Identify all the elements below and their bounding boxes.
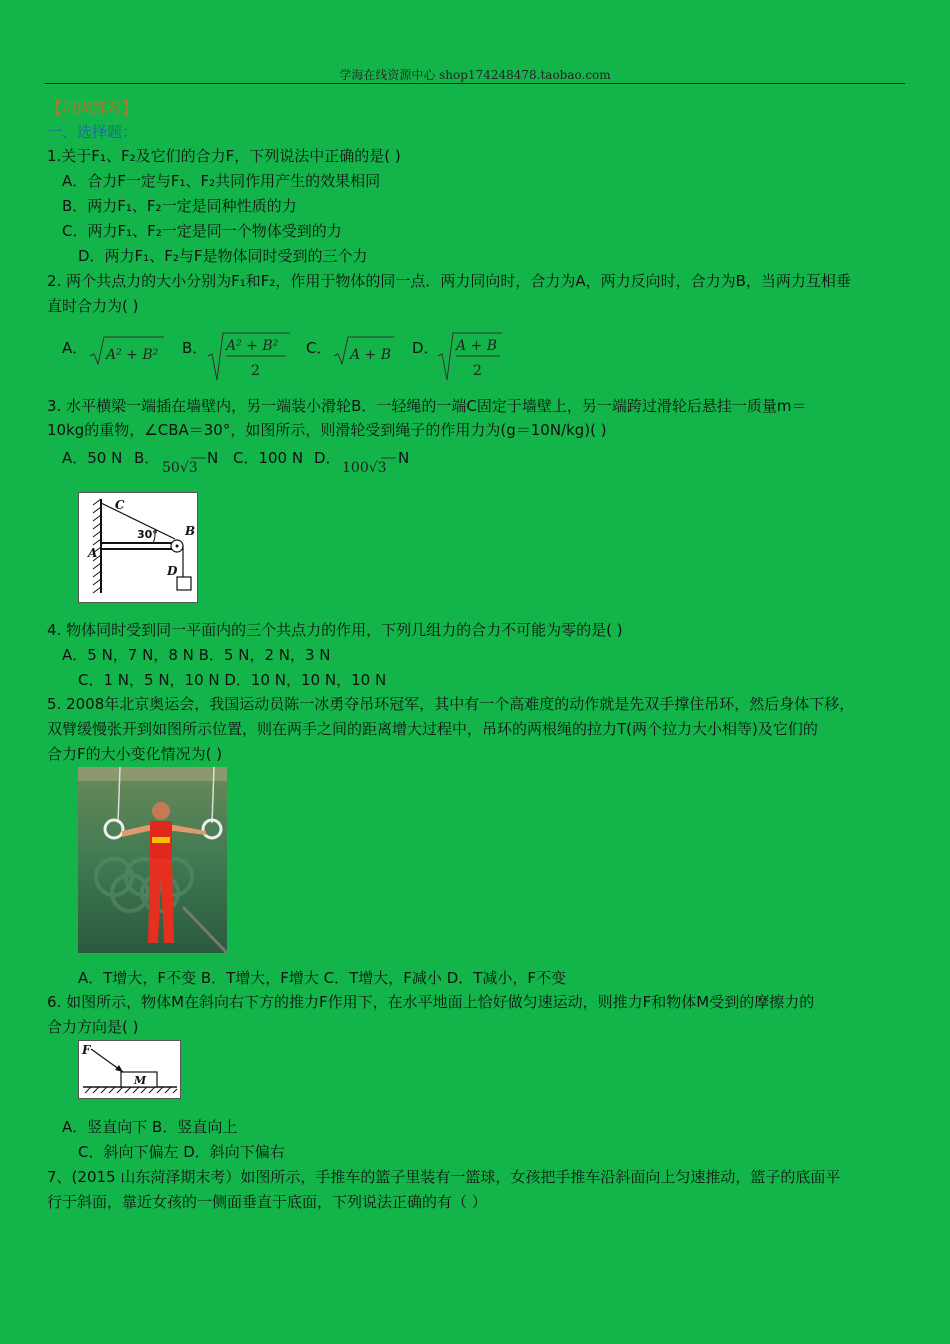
q4-options-cd: C．1 N，5 N，10 N D．10 N，10 N，10 N [78, 671, 387, 689]
q3-option-b-label: B． [134, 449, 160, 467]
section-title: 【巩固练习】 [47, 99, 138, 117]
q4-options-ab: A．5 N，7 N，8 N B．5 N，2 N，3 N [62, 646, 331, 664]
q2-formula-a [88, 334, 166, 372]
q2-stem-line1: 2. 两个共点力的大小分别为F₁和F₂，作用于物体的同一点．两力同向时，合力为A，两力反向时，合力为B，当两力互相垂 [47, 272, 851, 290]
q3-figure-label-d: D [167, 564, 178, 578]
header-rule [45, 83, 905, 84]
q3-option-d-value [340, 452, 400, 482]
q1-stem: 1.关于F₁、F₂及它们的合力F，下列说法中正确的是( ) [47, 147, 401, 165]
q3-option-b-value [160, 452, 210, 482]
q5-options: A．T增大，F不变 B．T增大，F增大 C．T增大，F减小 D．T减小，F不变 [78, 969, 567, 987]
q7-stem-line1: 7、(2015 山东菏泽期末考）如图所示，手推车的篮子里装有一篮球，女孩把手推车沿斜面向上匀速推动，篮子的底面平 [47, 1168, 841, 1186]
q6-stem-line1: 6. 如图所示，物体M在斜向右下方的推力F作用下，在水平地面上恰好做匀速运动，则推力F和物体M受到的摩擦力的 [47, 993, 815, 1011]
q3-figure-label-c: C [115, 498, 125, 512]
q5-stem-line3: 合力F的大小变化情况为( ) [47, 745, 223, 763]
q4-stem: 4. 物体同时受到同一平面内的三个共点力的作用，下列几组力的合力不可能为零的是( ) [47, 621, 623, 639]
q1-option-c: C．两力F₁、F₂一定是同一个物体受到的力 [62, 222, 342, 240]
q6-figure-label-f: F [82, 1043, 91, 1057]
q6-options-ab: A．竖直向下 B．竖直向上 [62, 1118, 238, 1136]
q6-options-cd: C．斜向下偏左 D．斜向下偏右 [78, 1143, 285, 1161]
q3-option-c: C．100 N [233, 449, 304, 467]
q6-figure-block [78, 1040, 181, 1099]
q5-stem-line2: 双臂缓慢张开到如图所示位置，则在两手之间的距离增大过程中，吊环的两根绳的拉力T(两个拉力大小相等)及它们的 [47, 720, 818, 738]
section-subtitle: 一、选择题： [47, 123, 138, 141]
q3-figure-label-a: A [88, 546, 98, 560]
q2-option-a-label: A． [62, 339, 88, 357]
q3-option-d-unit: N [398, 449, 410, 467]
q2-formula-b-num: A² + B² [226, 338, 279, 354]
q3-figure-label-b: B [185, 524, 196, 538]
q3-figure-angle: 30° [137, 528, 158, 541]
q5-stem-line1: 5. 2008年北京奥运会，我国运动员陈一冰勇夺吊环冠军，其中有一个高难度的动作就是先双手撑住吊环，然后身体下移， [47, 695, 855, 713]
q2-formula-d-den: 2 [473, 363, 482, 379]
q1-option-b: B．两力F₁、F₂一定是同种性质的力 [62, 197, 297, 215]
q2-option-d-label: D． [412, 339, 439, 357]
q3-option-d-value-text: 100√3 [342, 460, 387, 476]
q3-option-b-value-text: 50√3 [162, 460, 198, 476]
q3-option-a: A．50 N [62, 449, 123, 467]
q2-formula-a-text: A² + B² [106, 347, 159, 363]
q3-stem-line2: 10kg的重物，∠CBA＝30°，如图所示，则滑轮受到绳子的作用力为(g＝10N/kg)( ) [47, 421, 607, 439]
q2-formula-d [436, 330, 506, 388]
q2-formula-b [206, 330, 292, 388]
q7-stem-line2: 行于斜面，靠近女孩的一侧面垂直于底面，下列说法正确的有（ ） [47, 1193, 487, 1211]
q2-formula-b-den: 2 [251, 363, 260, 379]
q3-stem-line1: 3. 水平横梁一端插在墙壁内，另一端装小滑轮B．一轻绳的一端C固定于墙壁上，另一端跨过滑轮后悬挂一质量m＝ [47, 397, 807, 415]
q1-option-d: D．两力F₁、F₂与F是物体同时受到的三个力 [78, 247, 368, 265]
q5-figure-gymnast-photo [78, 767, 227, 953]
q6-figure-label-m: M [134, 1074, 147, 1087]
q2-formula-c-text: A + B [350, 347, 392, 363]
q3-option-b-unit: N [207, 449, 219, 467]
q1-option-a: A．合力F一定与F₁、F₂共同作用产生的效果相同 [62, 172, 381, 190]
q2-formula-c [332, 334, 396, 372]
q2-option-c-label: C． [306, 339, 332, 357]
q2-option-b-label: B． [182, 339, 208, 357]
page-header: 学海在线资源中心 shop174248478.taobao.com [339, 68, 611, 82]
q3-option-d-label: D． [314, 449, 341, 467]
q2-stem-line2: 直时合力为( ) [47, 297, 139, 315]
q6-stem-line2: 合力方向是( ) [47, 1018, 139, 1036]
q2-formula-d-num: A + B [456, 338, 498, 354]
q3-figure-pulley [78, 492, 198, 603]
